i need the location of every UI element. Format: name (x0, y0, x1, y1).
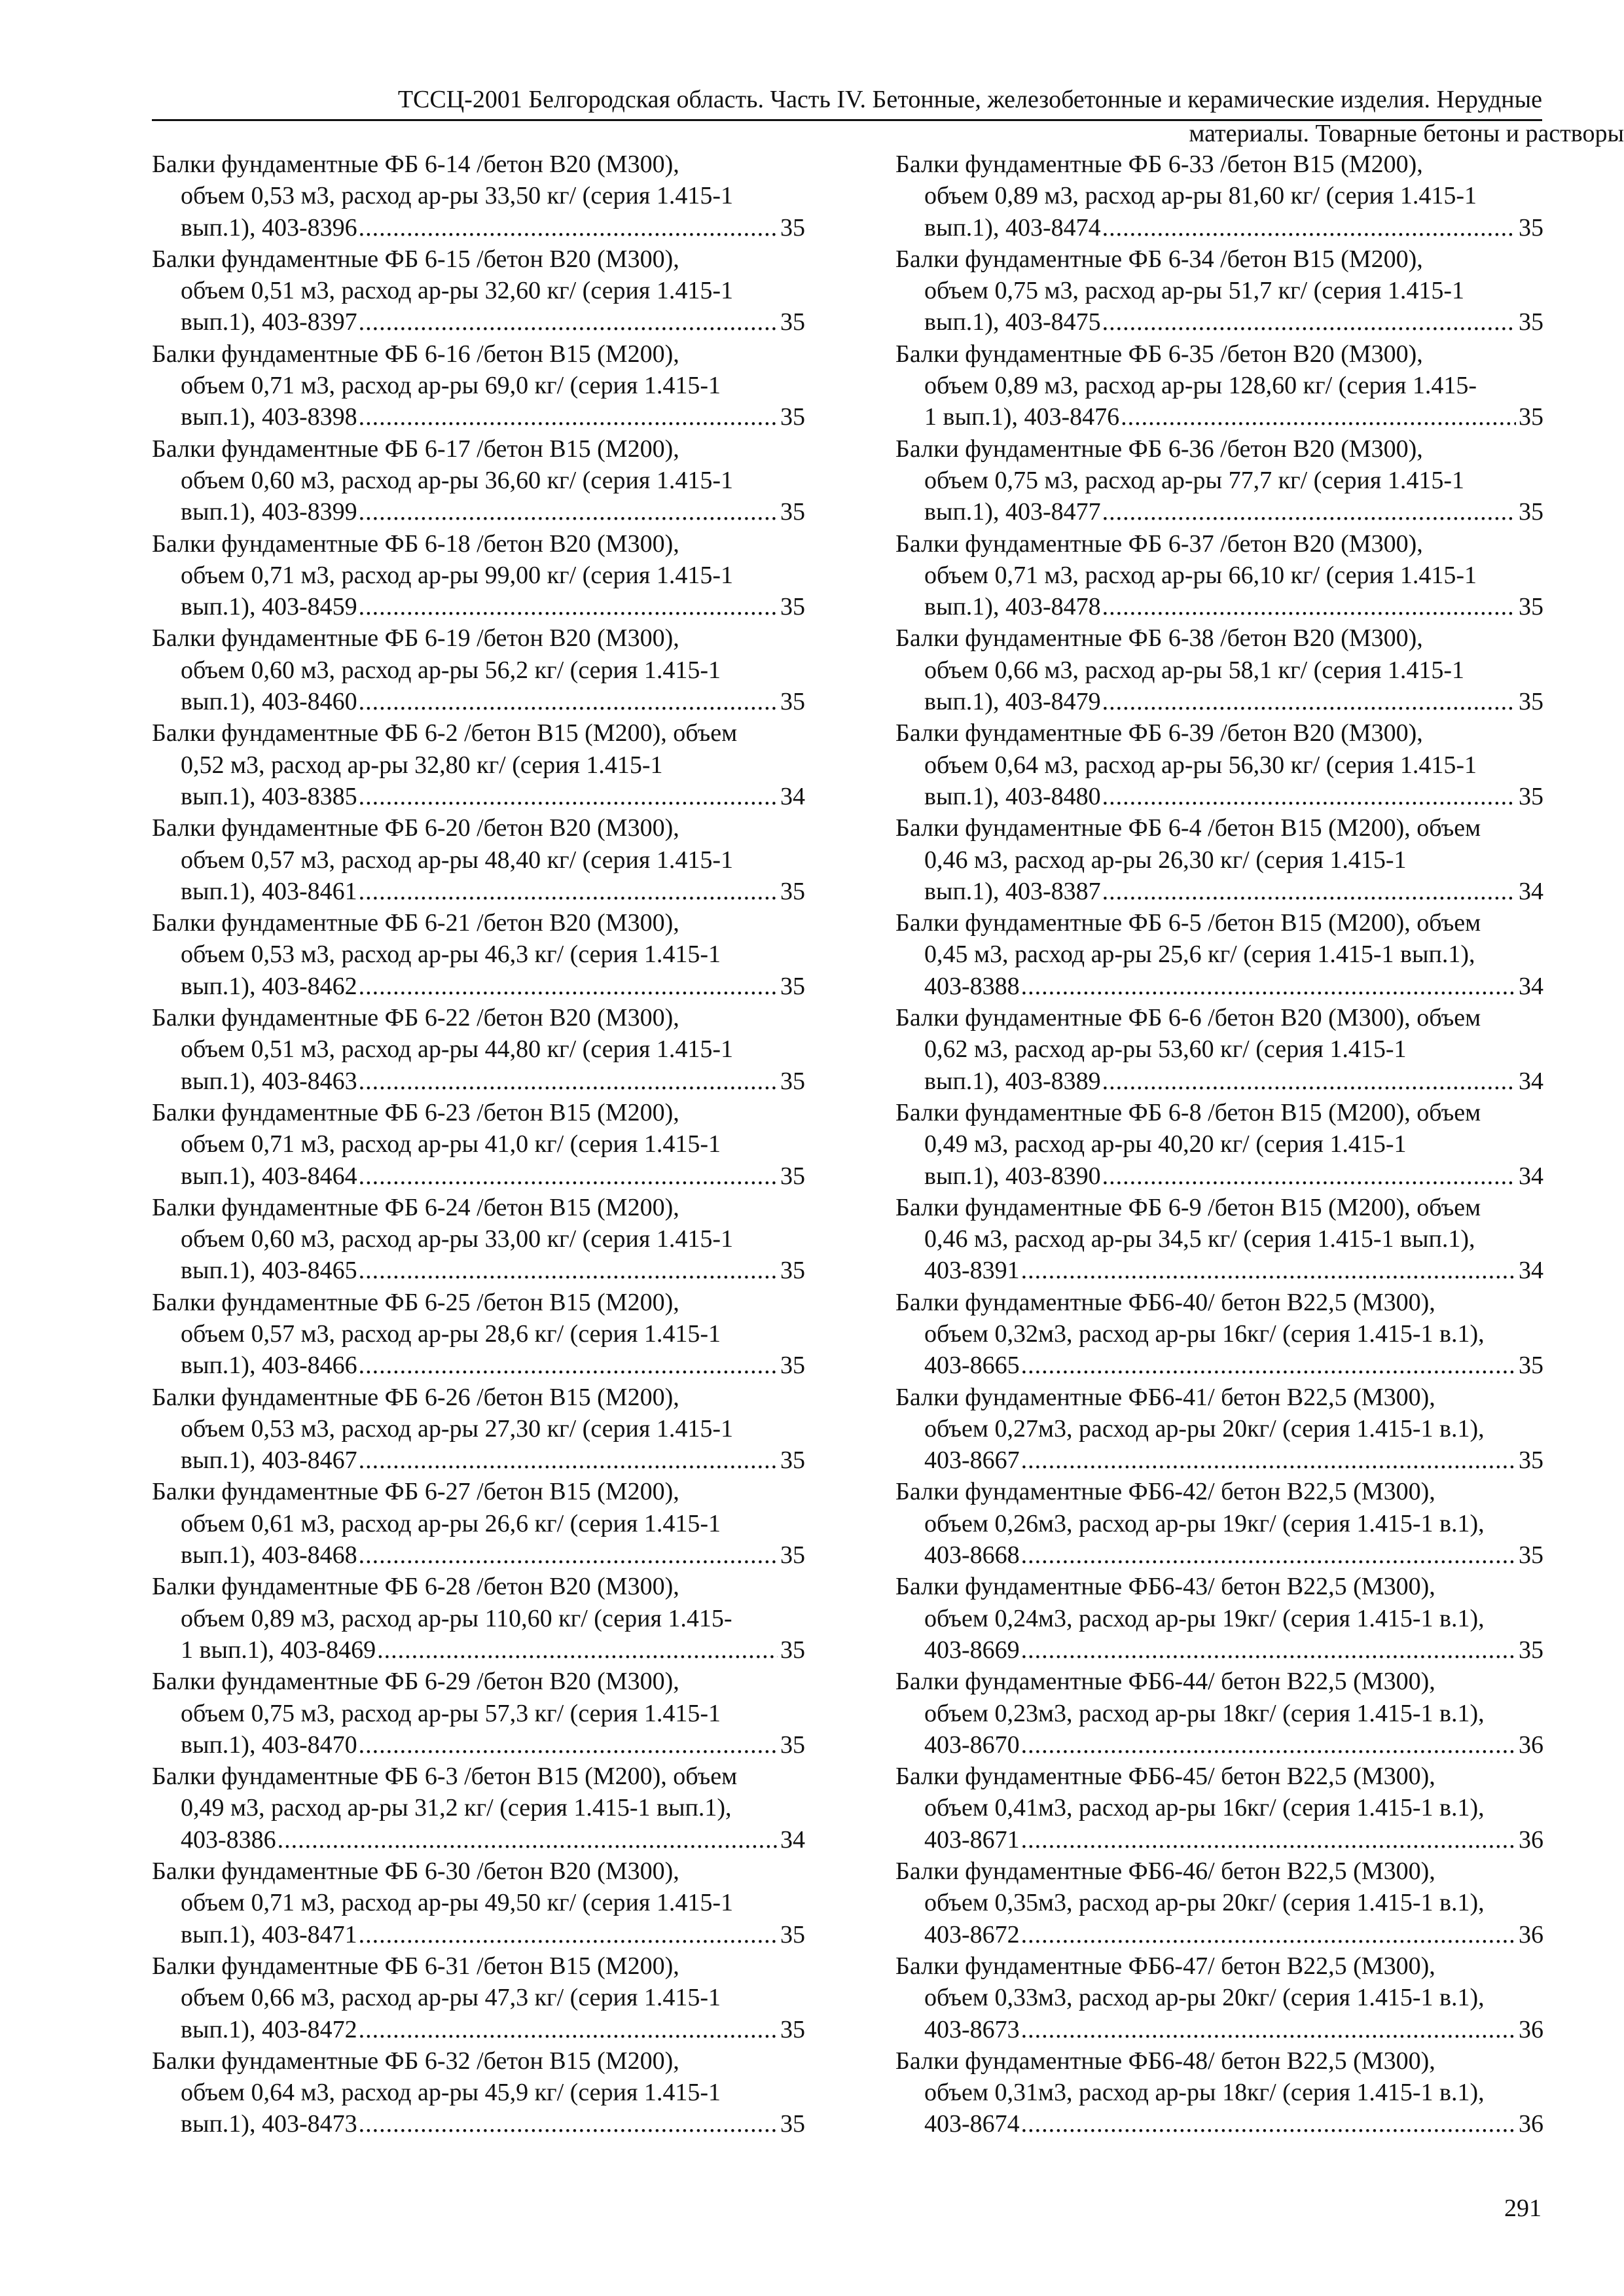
dot-leader (359, 1539, 778, 1571)
entry-reference-line (152, 1066, 805, 1097)
entry-text-line: объем 0,24м3, расход ар-ры 19кг/ (серия 1.415-1 в.1), (924, 1604, 1485, 1632)
entry-reference-line (895, 1444, 1543, 1476)
entry-reference: вып.1), 403-8477 (924, 498, 1101, 526)
entry-text-line: объем 0,60 м3, расход ар-ры 36,60 кг/ (серия 1.415-1 (181, 466, 733, 494)
entry-page-number: 35 (780, 1541, 805, 1570)
index-entry (152, 1382, 805, 1477)
entry-page-number: 35 (1519, 688, 1543, 716)
entry-text-line: объем 0,89 м3, расход ар-ры 81,60 кг/ (серия 1.415-1 (924, 182, 1477, 210)
entry-text-line: объем 0,71 м3, расход ар-ры 69,0 кг/ (серия 1.415-1 (181, 372, 721, 400)
entry-reference: 1 вып.1), 403-8469 (181, 1636, 376, 1664)
index-entry (152, 433, 805, 528)
entry-reference: вып.1), 403-8470 (181, 1731, 357, 1759)
entry-page-number: 35 (1519, 1636, 1543, 1664)
dot-leader (1021, 1634, 1516, 1666)
entry-page-number: 35 (780, 593, 805, 621)
index-entry (895, 433, 1543, 528)
running-header-line-2: материалы. Товарные бетоны и растворы (1189, 120, 1624, 147)
index-entry (152, 1950, 805, 2045)
index-entry (152, 1761, 805, 1856)
index-column-right (895, 149, 1543, 2140)
entry-text-line: Балки фундаментные ФБ 6-9 /бетон В15 (М200), объем (895, 1193, 1481, 1221)
index-entry (152, 338, 805, 433)
entry-reference: вып.1), 403-8396 (181, 213, 357, 242)
entry-reference: вып.1), 403-8468 (181, 1541, 357, 1570)
entry-text-line: Балки фундаментные ФБ 6-36 /бетон В20 (М300), (895, 435, 1423, 463)
entry-reference-line (895, 306, 1543, 338)
index-entry (152, 1476, 805, 1571)
index-entry (895, 1761, 1543, 1856)
entry-reference-line (152, 971, 805, 1002)
entry-reference: вып.1), 403-8464 (181, 1162, 357, 1190)
entry-text-line: Балки фундаментные ФБ6-40/ бетон В22,5 (М300), (895, 1288, 1435, 1316)
entry-page-number: 34 (1519, 1162, 1543, 1190)
entry-page-number: 35 (1519, 213, 1543, 242)
entry-page-number: 35 (780, 1446, 805, 1475)
entry-reference: вып.1), 403-8398 (181, 403, 357, 431)
index-entry (895, 1192, 1543, 1287)
entry-text-line: Балки фундаментные ФБ6-47/ бетон В22,5 (М300), (895, 1952, 1435, 1980)
entry-text-line: Балки фундаментные ФБ 6-38 /бетон В20 (М300), (895, 624, 1423, 653)
entry-page-number: 35 (780, 308, 805, 336)
entry-text-line: Балки фундаментные ФБ 6-28 /бетон В20 (М300), (152, 1573, 679, 1601)
dot-leader (1021, 1919, 1516, 1950)
dot-leader (377, 1634, 778, 1666)
dot-leader (359, 1255, 778, 1286)
entry-reference: 403-8388 (924, 972, 1020, 1000)
dot-leader (1102, 212, 1516, 243)
entry-text-line: объем 0,27м3, расход ар-ры 20кг/ (серия 1.415-1 в.1), (924, 1414, 1485, 1443)
entry-text-line: Балки фундаментные ФБ 6-33 /бетон В15 (М200), (895, 151, 1423, 178)
entry-reference: вып.1), 403-8385 (181, 782, 357, 810)
dot-leader (1021, 1824, 1516, 1856)
entry-text-line: объем 0,71 м3, расход ар-ры 66,10 кг/ (серия 1.415-1 (924, 561, 1477, 589)
entry-text-line: Балки фундаментные ФБ 6-22 /бетон В20 (М300), (152, 1004, 679, 1032)
entry-reference: вып.1), 403-8399 (181, 498, 357, 526)
index-entry (895, 1097, 1543, 1192)
entry-page-number: 34 (1519, 877, 1543, 905)
entry-text-line: Балки фундаментные ФБ 6-2 /бетон В15 (М200), объем (152, 719, 738, 747)
entry-page-number: 36 (1519, 2110, 1543, 2138)
entry-reference: 403-8670 (924, 1731, 1020, 1759)
entry-reference: вып.1), 403-8387 (924, 877, 1101, 905)
index-entry (895, 338, 1543, 433)
index-entry (152, 1856, 805, 1950)
entry-reference-line (895, 1824, 1543, 1856)
entry-text-line: Балки фундаментные ФБ 6-23 /бетон В15 (М200), (152, 1098, 679, 1126)
dot-leader (359, 1350, 778, 1381)
dot-leader (359, 971, 778, 1002)
dot-leader (1021, 971, 1516, 1002)
index-entry (152, 243, 805, 338)
entry-reference-line (895, 1160, 1543, 1192)
entry-reference-line (152, 686, 805, 717)
entry-reference-line (895, 876, 1543, 907)
entry-page-number: 35 (1519, 403, 1543, 431)
entry-text-line: 0,49 м3, расход ар-ры 40,20 кг/ (серия 1.415-1 (924, 1130, 1407, 1158)
entry-text-line: Балки фундаментные ФБ 6-14 /бетон В20 (М300), (152, 151, 679, 178)
index-entry (152, 1002, 805, 1097)
index-entry (152, 528, 805, 623)
dot-leader (1102, 496, 1516, 528)
entry-reference: вып.1), 403-8389 (924, 1067, 1101, 1095)
entry-text-line: объем 0,60 м3, расход ар-ры 33,00 кг/ (серия 1.415-1 (181, 1225, 733, 1253)
dot-leader (1102, 1066, 1516, 1097)
entry-page-number: 35 (1519, 593, 1543, 621)
entry-reference: вып.1), 403-8459 (181, 593, 357, 621)
dot-leader (1021, 1350, 1516, 1381)
entry-page-number: 35 (780, 972, 805, 1000)
entry-page-number: 34 (1519, 1257, 1543, 1285)
entry-text-line: объем 0,53 м3, расход ар-ры 33,50 кг/ (серия 1.415-1 (181, 182, 733, 210)
index-entry (895, 149, 1543, 243)
entry-text-line: Балки фундаментные ФБ 6-29 /бетон В20 (М300), (152, 1668, 679, 1696)
entry-reference-line (895, 496, 1543, 528)
entry-page-number: 35 (780, 688, 805, 716)
index-entry (152, 149, 805, 243)
page-number: 291 (1504, 2195, 1542, 2222)
entry-text-line: Балки фундаментные ФБ 6-39 /бетон В20 (М300), (895, 719, 1423, 747)
entry-page-number: 35 (780, 2110, 805, 2138)
entry-text-line: Балки фундаментные ФБ 6-32 /бетон В15 (М200), (152, 2047, 679, 2075)
entry-reference-line (152, 1729, 805, 1761)
entry-text-line: 0,62 м3, расход ар-ры 53,60 кг/ (серия 1.415-1 (924, 1035, 1407, 1064)
entry-reference: вып.1), 403-8473 (181, 2110, 357, 2138)
entry-text-line: объем 0,53 м3, расход ар-ры 27,30 кг/ (серия 1.415-1 (181, 1414, 733, 1443)
entry-text-line: объем 0,31м3, расход ар-ры 18кг/ (серия 1.415-1 в.1), (924, 2079, 1485, 2107)
entry-page-number: 35 (1519, 498, 1543, 526)
entry-reference-line (895, 686, 1543, 717)
entry-text-line: 0,49 м3, расход ар-ры 31,2 кг/ (серия 1.415-1 вып.1), (181, 1794, 732, 1822)
entry-reference: вып.1), 403-8397 (181, 308, 357, 336)
index-entry (152, 907, 805, 1002)
entry-text-line: объем 0,75 м3, расход ар-ры 57,3 кг/ (серия 1.415-1 (181, 1699, 721, 1727)
entry-reference: вып.1), 403-8461 (181, 877, 357, 905)
entry-reference: 403-8669 (924, 1636, 1020, 1664)
running-header-line-1: ТССЦ-2001 Белгородская область. Часть IV. Бетонные, железобетонные и керамические изделия. Нерудные (397, 86, 1542, 113)
entry-text-line: объем 0,57 м3, расход ар-ры 48,40 кг/ (серия 1.415-1 (181, 846, 733, 874)
entry-text-line: Балки фундаментные ФБ 6-27 /бетон В15 (М200), (152, 1478, 679, 1506)
entry-reference: 403-8391 (924, 1257, 1020, 1285)
entry-reference: 1 вып.1), 403-8476 (924, 403, 1120, 431)
entry-reference: вып.1), 403-8467 (181, 1446, 357, 1475)
dot-leader (1102, 306, 1516, 338)
entry-page-number: 35 (780, 877, 805, 905)
entry-page-number: 35 (1519, 1446, 1543, 1475)
index-entry (895, 1856, 1543, 1950)
dot-leader (359, 781, 778, 812)
entry-reference-line (152, 1919, 805, 1950)
entry-reference: вып.1), 403-8465 (181, 1257, 357, 1285)
entry-text-line: объем 0,23м3, расход ар-ры 18кг/ (серия 1.415-1 в.1), (924, 1699, 1485, 1727)
entry-text-line: 0,46 м3, расход ар-ры 34,5 кг/ (серия 1.415-1 вып.1), (924, 1225, 1475, 1253)
dot-leader (1102, 876, 1516, 907)
entry-reference: вып.1), 403-8479 (924, 688, 1101, 716)
entry-text-line: объем 0,53 м3, расход ар-ры 46,3 кг/ (серия 1.415-1 (181, 941, 721, 969)
entry-reference-line (895, 401, 1543, 433)
entry-text-line: 0,52 м3, расход ар-ры 32,80 кг/ (серия 1.415-1 (181, 751, 663, 779)
entry-text-line: объем 0,32м3, расход ар-ры 16кг/ (серия 1.415-1 в.1), (924, 1319, 1485, 1348)
dot-leader (1102, 1160, 1516, 1192)
dot-leader (1021, 1539, 1516, 1571)
entry-reference-line (152, 401, 805, 433)
entry-page-number: 35 (780, 1352, 805, 1380)
index-entry (152, 1097, 805, 1192)
entry-text-line: Балки фундаментные ФБ 6-5 /бетон В15 (М200), объем (895, 909, 1481, 937)
dot-leader (359, 2108, 778, 2140)
entry-text-line: Балки фундаментные ФБ 6-21 /бетон В20 (М300), (152, 909, 679, 937)
entry-reference-line (895, 1634, 1543, 1666)
entry-page-number: 36 (1519, 1731, 1543, 1759)
entry-text-line: объем 0,89 м3, расход ар-ры 128,60 кг/ (серия 1.415- (924, 372, 1477, 400)
entry-reference: вып.1), 403-8463 (181, 1067, 357, 1095)
index-entry (152, 1571, 805, 1666)
index-entry (895, 1950, 1543, 2045)
dot-leader (359, 1919, 778, 1950)
entry-text-line: Балки фундаментные ФБ6-42/ бетон В22,5 (М300), (895, 1478, 1435, 1506)
entry-page-number: 35 (780, 1731, 805, 1759)
entry-page-number: 36 (1519, 1825, 1543, 1854)
dot-leader (359, 2014, 778, 2045)
entry-text-line: Балки фундаментные ФБ6-46/ бетон В22,5 (М300), (895, 1857, 1435, 1886)
dot-leader (1121, 401, 1516, 433)
entry-reference-line (895, 1919, 1543, 1950)
entry-text-line: Балки фундаментные ФБ 6-20 /бетон В20 (М300), (152, 814, 679, 842)
entry-text-line: Балки фундаментные ФБ6-41/ бетон В22,5 (М300), (895, 1383, 1435, 1411)
entry-text-line: Балки фундаментные ФБ 6-15 /бетон В20 (М300), (152, 245, 679, 273)
entry-text-line: Балки фундаментные ФБ 6-35 /бетон В20 (М300), (895, 340, 1423, 368)
dot-leader (359, 496, 778, 528)
entry-reference-line (895, 1350, 1543, 1381)
entry-text-line: 0,46 м3, расход ар-ры 26,30 кг/ (серия 1.415-1 (924, 846, 1407, 874)
entry-reference-line (152, 212, 805, 243)
entry-page-number: 35 (780, 1257, 805, 1285)
dot-leader (1021, 1729, 1516, 1761)
entry-reference: вып.1), 403-8471 (181, 1920, 357, 1948)
entry-page-number: 35 (780, 403, 805, 431)
entry-page-number: 34 (780, 782, 805, 810)
entry-reference-line (895, 971, 1543, 1002)
index-entry (895, 1382, 1543, 1477)
entry-reference-line (152, 781, 805, 812)
entry-page-number: 34 (1519, 1067, 1543, 1095)
dot-leader (359, 591, 778, 622)
entry-text-line: объем 0,75 м3, расход ар-ры 77,7 кг/ (серия 1.415-1 (924, 466, 1464, 494)
index-entry (152, 812, 805, 907)
entry-page-number: 35 (780, 1920, 805, 1948)
dot-leader (359, 1444, 778, 1476)
entry-reference-line (152, 591, 805, 622)
entry-text-line: Балки фундаментные ФБ 6-24 /бетон В15 (М200), (152, 1193, 679, 1221)
entry-text-line: объем 0,89 м3, расход ар-ры 110,60 кг/ (серия 1.415- (181, 1604, 732, 1632)
dot-leader (1102, 781, 1516, 812)
entry-reference-line (895, 2108, 1543, 2140)
entry-reference-line (152, 1824, 805, 1856)
index-column-left (152, 149, 805, 2140)
entry-text-line: объем 0,26м3, расход ар-ры 19кг/ (серия 1.415-1 в.1), (924, 1509, 1485, 1537)
entry-reference: 403-8673 (924, 2015, 1020, 2043)
entry-reference: 403-8671 (924, 1825, 1020, 1854)
dot-leader (359, 212, 778, 243)
entry-text-line: Балки фундаментные ФБ6-48/ бетон В22,5 (М300), (895, 2047, 1435, 2075)
dot-leader (1102, 686, 1516, 717)
index-entry (152, 1287, 805, 1382)
index-entry (895, 1476, 1543, 1571)
dot-leader (278, 1824, 778, 1856)
dot-leader (359, 1066, 778, 1097)
entry-page-number: 35 (1519, 782, 1543, 810)
entry-text-line: 0,45 м3, расход ар-ры 25,6 кг/ (серия 1.415-1 вып.1), (924, 941, 1475, 969)
entry-text-line: Балки фундаментные ФБ 6-17 /бетон В15 (М200), (152, 435, 679, 463)
index-entry (895, 1287, 1543, 1382)
entry-reference-line (152, 1160, 805, 1192)
entry-reference: 403-8672 (924, 1920, 1020, 1948)
entry-reference-line (895, 1539, 1543, 1571)
entry-page-number: 36 (1519, 2015, 1543, 2043)
index-entry (895, 1571, 1543, 1666)
entry-text-line: объем 0,64 м3, расход ар-ры 56,30 кг/ (серия 1.415-1 (924, 751, 1477, 779)
entry-text-line: объем 0,61 м3, расход ар-ры 26,6 кг/ (серия 1.415-1 (181, 1509, 721, 1537)
entry-text-line: Балки фундаментные ФБ 6-26 /бетон В15 (М200), (152, 1383, 679, 1411)
entry-reference: вып.1), 403-8474 (924, 213, 1101, 242)
entry-text-line: объем 0,60 м3, расход ар-ры 56,2 кг/ (серия 1.415-1 (181, 656, 721, 684)
entry-reference-line (152, 306, 805, 338)
entry-text-line: объем 0,66 м3, расход ар-ры 47,3 кг/ (серия 1.415-1 (181, 1984, 721, 2012)
entry-reference: 403-8667 (924, 1446, 1020, 1475)
index-entry (895, 1002, 1543, 1097)
entry-reference-line (895, 1066, 1543, 1097)
entry-text-line: Балки фундаментные ФБ 6-6 /бетон В20 (М300), объем (895, 1004, 1481, 1032)
entry-text-line: Балки фундаментные ФБ6-44/ бетон В22,5 (М300), (895, 1668, 1435, 1696)
entry-reference-line (152, 2014, 805, 2045)
entry-reference-line (152, 1539, 805, 1571)
entry-text-line: объем 0,71 м3, расход ар-ры 41,0 кг/ (серия 1.415-1 (181, 1130, 721, 1158)
entry-text-line: объем 0,57 м3, расход ар-ры 28,6 кг/ (серия 1.415-1 (181, 1319, 721, 1348)
dot-leader (359, 306, 778, 338)
dot-leader (1102, 591, 1516, 622)
entry-text-line: объем 0,51 м3, расход ар-ры 32,60 кг/ (серия 1.415-1 (181, 277, 733, 305)
entry-text-line: Балки фундаментные ФБ 6-3 /бетон В15 (М200), объем (152, 1763, 738, 1791)
index-entry (895, 717, 1543, 812)
entry-text-line: объем 0,71 м3, расход ар-ры 49,50 кг/ (серия 1.415-1 (181, 1889, 733, 1917)
entry-text-line: объем 0,66 м3, расход ар-ры 58,1 кг/ (серия 1.415-1 (924, 656, 1464, 684)
index-entry (895, 1666, 1543, 1761)
entry-reference: вып.1), 403-8466 (181, 1352, 357, 1380)
entry-reference: вып.1), 403-8460 (181, 688, 357, 716)
entry-reference-line (152, 1255, 805, 1286)
index-entry (895, 812, 1543, 907)
entry-text-line: объем 0,41м3, расход ар-ры 16кг/ (серия 1.415-1 в.1), (924, 1794, 1485, 1822)
entry-text-line: Балки фундаментные ФБ 6-18 /бетон В20 (М300), (152, 529, 679, 558)
entry-page-number: 35 (780, 498, 805, 526)
entry-text-line: объем 0,64 м3, расход ар-ры 45,9 кг/ (серия 1.415-1 (181, 2079, 721, 2107)
entry-text-line: объем 0,75 м3, расход ар-ры 51,7 кг/ (серия 1.415-1 (924, 277, 1464, 305)
dot-leader (359, 1160, 778, 1192)
entry-text-line: объем 0,35м3, расход ар-ры 20кг/ (серия 1.415-1 в.1), (924, 1889, 1485, 1917)
entry-reference-line (895, 591, 1543, 622)
entry-text-line: Балки фундаментные ФБ 6-34 /бетон В15 (М200), (895, 245, 1423, 273)
index-entry (152, 1192, 805, 1287)
entry-page-number: 35 (1519, 1541, 1543, 1570)
dot-leader (359, 401, 778, 433)
entry-text-line: Балки фундаментные ФБ 6-37 /бетон В20 (М300), (895, 529, 1423, 558)
entry-text-line: объем 0,33м3, расход ар-ры 20кг/ (серия 1.415-1 в.1), (924, 1984, 1485, 2012)
index-entry (895, 622, 1543, 717)
entry-text-line: Балки фундаментные ФБ 6-16 /бетон В15 (М200), (152, 340, 679, 368)
dot-leader (359, 1729, 778, 1761)
entry-reference-line (152, 1634, 805, 1666)
entry-reference: вып.1), 403-8462 (181, 972, 357, 1000)
entry-reference: вып.1), 403-8472 (181, 2015, 357, 2043)
entry-reference: 403-8668 (924, 1541, 1020, 1570)
entry-text-line: объем 0,51 м3, расход ар-ры 44,80 кг/ (серия 1.415-1 (181, 1035, 733, 1064)
entry-reference-line (895, 781, 1543, 812)
index-entry (895, 2045, 1543, 2140)
entry-text-line: Балки фундаментные ФБ6-45/ бетон В22,5 (М300), (895, 1763, 1435, 1791)
entry-page-number: 35 (780, 1067, 805, 1095)
index-entry (152, 1666, 805, 1761)
entry-page-number: 34 (1519, 972, 1543, 1000)
index-entry (895, 907, 1543, 1002)
index-entry (895, 528, 1543, 623)
entry-text-line: Балки фундаментные ФБ6-43/ бетон В22,5 (М300), (895, 1573, 1435, 1601)
index-entry (152, 717, 805, 812)
dot-leader (1021, 2108, 1516, 2140)
entry-page-number: 36 (1519, 1920, 1543, 1948)
entry-page-number: 35 (780, 213, 805, 242)
entry-text-line: Балки фундаментные ФБ 6-31 /бетон В15 (М200), (152, 1952, 679, 1980)
dot-leader (1021, 1255, 1516, 1286)
entry-text-line: Балки фундаментные ФБ 6-8 /бетон В15 (М200), объем (895, 1098, 1481, 1126)
entry-text-line: Балки фундаментные ФБ 6-30 /бетон В20 (М300), (152, 1857, 679, 1886)
index-entry (152, 622, 805, 717)
entry-reference: 403-8674 (924, 2110, 1020, 2138)
entry-reference-line (152, 1444, 805, 1476)
entry-reference-line (895, 212, 1543, 243)
entry-reference: 403-8665 (924, 1352, 1020, 1380)
entry-reference: вып.1), 403-8478 (924, 593, 1101, 621)
entry-reference-line (895, 1729, 1543, 1761)
dot-leader (1021, 1444, 1516, 1476)
entry-reference-line (895, 1255, 1543, 1286)
entry-text-line: Балки фундаментные ФБ 6-4 /бетон В15 (М200), объем (895, 814, 1481, 842)
entry-reference-line (895, 2014, 1543, 2045)
dot-leader (1021, 2014, 1516, 2045)
entry-page-number: 35 (780, 1162, 805, 1190)
entry-text-line: Балки фундаментные ФБ 6-25 /бетон В15 (М200), (152, 1288, 679, 1316)
entry-reference: вып.1), 403-8480 (924, 782, 1101, 810)
index-entry (895, 243, 1543, 338)
entry-page-number: 35 (1519, 308, 1543, 336)
entry-reference: вып.1), 403-8475 (924, 308, 1101, 336)
dot-leader (359, 876, 778, 907)
entry-reference: вып.1), 403-8390 (924, 1162, 1101, 1190)
dot-leader (359, 686, 778, 717)
entry-page-number: 34 (780, 1825, 805, 1854)
entry-text-line: объем 0,71 м3, расход ар-ры 99,00 кг/ (серия 1.415-1 (181, 561, 733, 589)
entry-text-line: Балки фундаментные ФБ 6-19 /бетон В20 (М300), (152, 624, 679, 653)
entry-reference-line (152, 2108, 805, 2140)
index-entry (152, 2045, 805, 2140)
entry-page-number: 35 (780, 1636, 805, 1664)
entry-reference-line (152, 876, 805, 907)
entry-reference-line (152, 1350, 805, 1381)
entry-page-number: 35 (780, 2015, 805, 2043)
entry-reference-line (152, 496, 805, 528)
entry-reference: 403-8386 (181, 1825, 276, 1854)
entry-page-number: 35 (1519, 1352, 1543, 1380)
